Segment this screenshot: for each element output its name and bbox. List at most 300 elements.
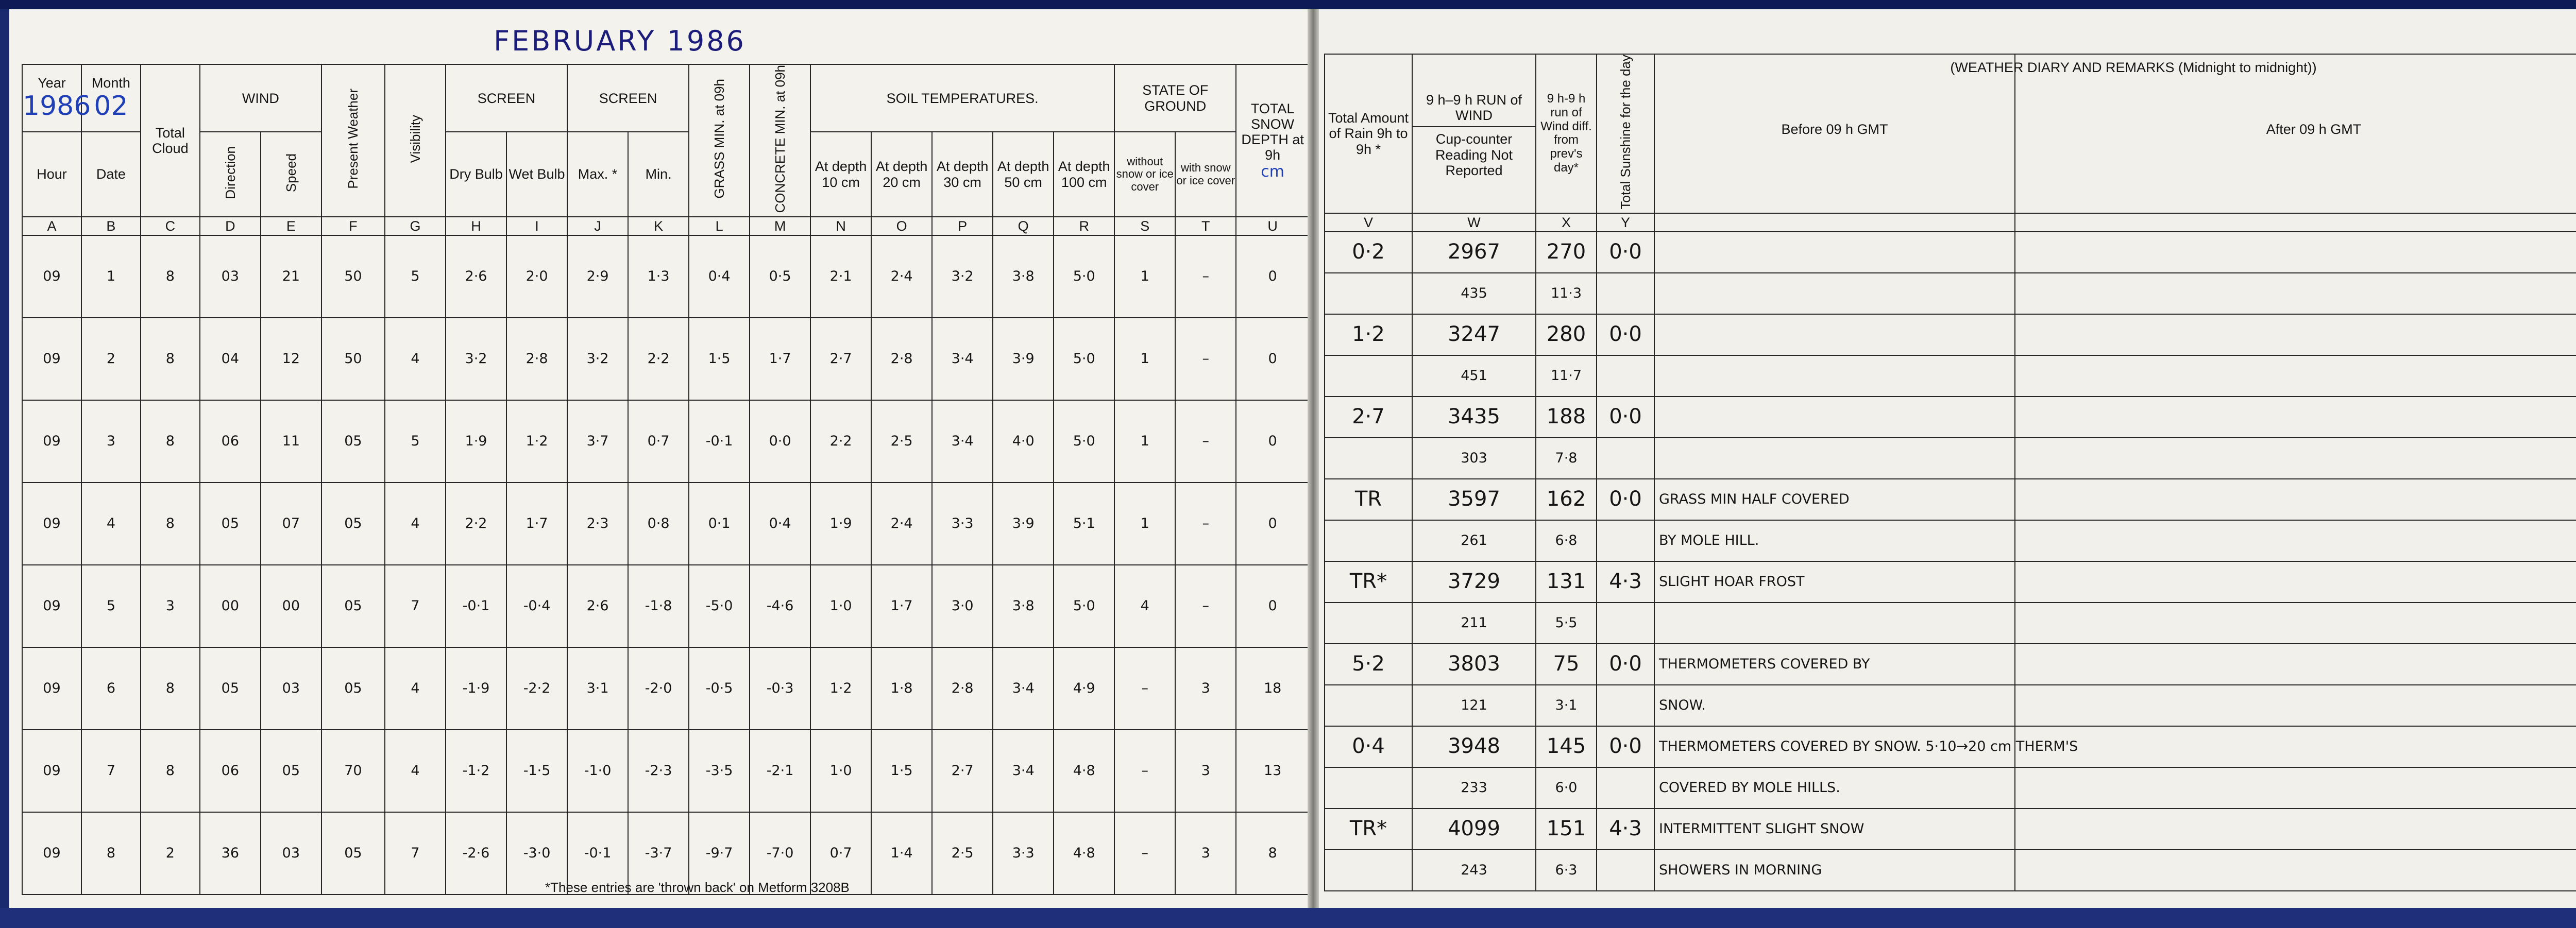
cup-counter-cell: 3435 bbox=[1412, 397, 1536, 438]
wind-run-cell: 270 bbox=[1536, 232, 1597, 273]
wind-run-cell: 188 bbox=[1536, 397, 1597, 438]
column-letter: H bbox=[446, 217, 506, 235]
column-letter: J bbox=[567, 217, 628, 235]
max-temp-cell: 2·3 bbox=[567, 483, 628, 565]
remark-after-cell bbox=[2015, 397, 2576, 438]
rain-sub-cell bbox=[1325, 767, 1412, 809]
remark-before-cell bbox=[1654, 314, 2015, 355]
screen-header-1: SCREEN bbox=[446, 64, 567, 132]
wind-diff-header: 9 h-9 h run of Wind diff. from prev's day* bbox=[1536, 54, 1597, 213]
wet-bulb-cell: -2·2 bbox=[506, 647, 567, 730]
rain-sub-cell bbox=[1325, 273, 1412, 314]
soil-50cm-cell: 3·8 bbox=[993, 565, 1054, 647]
present-weather-header bbox=[321, 64, 385, 217]
date-cell: 2 bbox=[81, 318, 141, 400]
remark-before-cell bbox=[1654, 397, 2015, 438]
min-header: Min. bbox=[628, 132, 689, 216]
date-cell: 6 bbox=[81, 647, 141, 730]
rain-cell: 5·2 bbox=[1325, 644, 1412, 685]
column-letter: D bbox=[200, 217, 261, 235]
soil-30cm-cell: 2·8 bbox=[932, 647, 993, 730]
remark-before-2-cell bbox=[1654, 273, 2015, 314]
sunshine-cell: 0·0 bbox=[1597, 644, 1654, 685]
sunshine-cell: 0·0 bbox=[1597, 314, 1654, 355]
cup-counter-cell: 3247 bbox=[1412, 314, 1536, 355]
soil-30cm-cell: 2·5 bbox=[932, 812, 993, 895]
concrete-min-cell: -0·3 bbox=[750, 647, 810, 730]
ground-without-snow-cell: – bbox=[1114, 647, 1175, 730]
grass-min-cell: 0·1 bbox=[689, 483, 750, 565]
ground-without-snow-cell: 4 bbox=[1114, 565, 1175, 647]
concrete-min-cell: 0·4 bbox=[750, 483, 810, 565]
year-header bbox=[22, 64, 91, 132]
dry-bulb-cell: 1·9 bbox=[446, 400, 506, 483]
year-label: Year bbox=[38, 75, 66, 91]
remark-before-2-cell bbox=[1654, 355, 2015, 397]
remark-after-2-cell bbox=[2015, 355, 2576, 397]
soil-100cm-cell: 5·0 bbox=[1054, 400, 1114, 483]
hour-cell: 09 bbox=[22, 730, 81, 812]
column-letter-row bbox=[22, 217, 1309, 235]
column-letter: T bbox=[1175, 217, 1236, 235]
max-temp-cell: -1·0 bbox=[567, 730, 628, 812]
ground-with-snow-cell: – bbox=[1175, 235, 1236, 318]
rain-cell: 0·2 bbox=[1325, 232, 1412, 273]
present-weather-cell: 05 bbox=[321, 565, 385, 647]
rain-cell: TR* bbox=[1325, 561, 1412, 603]
present-weather-cell: 50 bbox=[321, 235, 385, 318]
soil-30cm-cell: 3·3 bbox=[932, 483, 993, 565]
hour-cell: 09 bbox=[22, 565, 81, 647]
soil-100cm-cell: 5·0 bbox=[1054, 318, 1114, 400]
snow-unit: cm bbox=[1261, 162, 1284, 181]
wind-diff-cell: 243 bbox=[1412, 850, 1536, 891]
grass-min-label: GRASS MIN. at 09h bbox=[711, 79, 727, 199]
sunshine-cell: 4·3 bbox=[1597, 809, 1654, 850]
table-row bbox=[1325, 232, 2576, 273]
wind-direction-cell: 04 bbox=[200, 318, 261, 400]
cup-counter-cell: 3729 bbox=[1412, 561, 1536, 603]
hour-cell: 09 bbox=[22, 235, 81, 318]
remark-after-2-cell bbox=[2015, 603, 2576, 644]
table-row bbox=[22, 730, 1309, 812]
dry-bulb-cell: 3·2 bbox=[446, 318, 506, 400]
wind-direction-cell: 00 bbox=[200, 565, 261, 647]
wind-speed-cell: 21 bbox=[261, 235, 321, 318]
soil-10cm-cell: 2·7 bbox=[810, 318, 871, 400]
table-subrow bbox=[1325, 685, 2576, 726]
column-letter: B bbox=[81, 217, 141, 235]
table-subrow bbox=[1325, 603, 2576, 644]
left-page bbox=[9, 9, 1308, 908]
min-temp-cell: -1·8 bbox=[628, 565, 689, 647]
hour-cell: 09 bbox=[22, 318, 81, 400]
snow-depth-cell: 0 bbox=[1236, 483, 1309, 565]
cup-counter-cell: 3597 bbox=[1412, 479, 1536, 520]
soil-20cm-cell: 2·4 bbox=[871, 235, 932, 318]
soil-30cm-cell: 3·0 bbox=[932, 565, 993, 647]
min-temp-cell: 0·7 bbox=[628, 400, 689, 483]
ground-with-snow-cell: – bbox=[1175, 565, 1236, 647]
soil-50cm-cell: 3·4 bbox=[993, 730, 1054, 812]
soil-100cm-cell: 4·8 bbox=[1054, 812, 1114, 895]
month-label: Month bbox=[91, 75, 130, 91]
depth-30-header: At depth 30 cm bbox=[932, 132, 993, 216]
visibility-cell: 5 bbox=[385, 235, 446, 318]
wind-diff-x-cell: 5·5 bbox=[1536, 603, 1597, 644]
wind-speed-cell: 11 bbox=[261, 400, 321, 483]
remark-before-cell: SLIGHT HOAR FROST bbox=[1654, 561, 2015, 603]
min-temp-cell: -2·3 bbox=[628, 730, 689, 812]
ground-with-snow-cell: – bbox=[1175, 483, 1236, 565]
table-row bbox=[1325, 809, 2576, 850]
remark-before-cell: INTERMITTENT SLIGHT SNOW bbox=[1654, 809, 2015, 850]
hour-cell: 09 bbox=[22, 647, 81, 730]
soil-10cm-cell: 1·9 bbox=[810, 483, 871, 565]
max-temp-cell: 2·9 bbox=[567, 235, 628, 318]
column-letter: R bbox=[1054, 217, 1114, 235]
remark-after-2-cell bbox=[2015, 273, 2576, 314]
soil-50cm-cell: 3·4 bbox=[993, 647, 1054, 730]
remark-before-2-cell: BY MOLE HILL. bbox=[1654, 520, 2015, 561]
sunshine-header bbox=[1597, 54, 1654, 213]
max-temp-cell: 2·6 bbox=[567, 565, 628, 647]
observation-table bbox=[22, 64, 1310, 895]
soil-20cm-cell: 2·8 bbox=[871, 318, 932, 400]
letter-y: Y bbox=[1597, 213, 1654, 232]
total-cloud-header: Total Cloud bbox=[141, 64, 200, 217]
rain-sub-cell bbox=[1325, 355, 1412, 397]
table-row bbox=[1325, 397, 2576, 438]
cup-counter-cell: 2967 bbox=[1412, 232, 1536, 273]
max-temp-cell: 3·2 bbox=[567, 318, 628, 400]
wind-direction-cell: 06 bbox=[200, 400, 261, 483]
wind-and-remarks-table bbox=[1324, 54, 2576, 891]
wind-speed-cell: 00 bbox=[261, 565, 321, 647]
concrete-min-cell: 0·0 bbox=[750, 400, 810, 483]
remark-before-2-cell: SHOWERS IN MORNING bbox=[1654, 850, 2015, 891]
soil-10cm-cell: 0·7 bbox=[810, 812, 871, 895]
letter-w: W bbox=[1412, 213, 1536, 232]
sunshine-sub-cell bbox=[1597, 438, 1654, 479]
concrete-min-cell: 1·7 bbox=[750, 318, 810, 400]
ground-without-snow-cell: 1 bbox=[1114, 400, 1175, 483]
remark-after-2-cell bbox=[2015, 850, 2576, 891]
column-letter: M bbox=[750, 217, 810, 235]
column-letter: Q bbox=[993, 217, 1054, 235]
wind-diff-cell: 121 bbox=[1412, 685, 1536, 726]
wind-direction-cell: 05 bbox=[200, 483, 261, 565]
table-row bbox=[22, 565, 1309, 647]
wet-bulb-cell: 2·0 bbox=[506, 235, 567, 318]
background-top bbox=[0, 0, 2576, 9]
wind-diff-cell: 303 bbox=[1412, 438, 1536, 479]
column-letter: F bbox=[321, 217, 385, 235]
sunshine-cell: 4·3 bbox=[1597, 561, 1654, 603]
min-temp-cell: 2·2 bbox=[628, 318, 689, 400]
wind-speed-cell: 05 bbox=[261, 730, 321, 812]
concrete-min-cell: -7·0 bbox=[750, 812, 810, 895]
remark-after-cell bbox=[2015, 726, 2576, 767]
remark-after-cell bbox=[2015, 479, 2576, 520]
soil-100cm-cell: 5·0 bbox=[1054, 565, 1114, 647]
remark-before-cell: THERMOMETERS COVERED BY bbox=[1654, 644, 2015, 685]
soil-50cm-cell: 3·3 bbox=[993, 812, 1054, 895]
column-letter: G bbox=[385, 217, 446, 235]
remark-before-cell: THERMOMETERS COVERED BY SNOW. 5·10→20 cm THERM'S bbox=[1654, 726, 2015, 767]
visibility-header bbox=[385, 64, 446, 217]
dry-bulb-cell: -2·6 bbox=[446, 812, 506, 895]
table-subrow bbox=[1325, 520, 2576, 561]
wet-bulb-cell: -1·5 bbox=[506, 730, 567, 812]
snow-depth-cell: 18 bbox=[1236, 647, 1309, 730]
column-letter: L bbox=[689, 217, 750, 235]
dry-bulb-cell: -1·9 bbox=[446, 647, 506, 730]
wind-diff-x-cell: 6·8 bbox=[1536, 520, 1597, 561]
before-09-label: Before 09 h GMT bbox=[1781, 122, 1888, 137]
column-letter: P bbox=[932, 217, 993, 235]
page-title: FEBRUARY 1986 bbox=[494, 25, 746, 57]
ground-without-snow-cell: – bbox=[1114, 812, 1175, 895]
rain-cell: 2·7 bbox=[1325, 397, 1412, 438]
visibility-cell: 4 bbox=[385, 318, 446, 400]
sunshine-cell: 0·0 bbox=[1597, 726, 1654, 767]
ground-with-snow-cell: 3 bbox=[1175, 812, 1236, 895]
wind-diff-cell: 451 bbox=[1412, 355, 1536, 397]
total-snow-label: TOTAL SNOW DEPTH at 9h bbox=[1241, 100, 1304, 163]
table-subrow bbox=[1325, 767, 2576, 809]
wind-speed-cell: 03 bbox=[261, 647, 321, 730]
rain-cell: TR* bbox=[1325, 809, 1412, 850]
rain-sub-cell bbox=[1325, 850, 1412, 891]
soil-50cm-cell: 3·9 bbox=[993, 483, 1054, 565]
wet-bulb-cell: 1·7 bbox=[506, 483, 567, 565]
snow-depth-cell: 0 bbox=[1236, 318, 1309, 400]
rain-sub-cell bbox=[1325, 520, 1412, 561]
cup-counter-cell: 3948 bbox=[1412, 726, 1536, 767]
depth-50-header: At depth 50 cm bbox=[993, 132, 1054, 216]
dry-bulb-cell: -1·2 bbox=[446, 730, 506, 812]
present-weather-label: Present Weather bbox=[345, 89, 361, 190]
column-letter: N bbox=[810, 217, 871, 235]
soil-temperatures-header: SOIL TEMPERATURES. bbox=[810, 64, 1114, 132]
run-of-wind-header bbox=[1412, 54, 1536, 213]
snow-depth-cell: 0 bbox=[1236, 565, 1309, 647]
date-cell: 5 bbox=[81, 565, 141, 647]
wind-direction-cell: 06 bbox=[200, 730, 261, 812]
soil-50cm-cell: 4·0 bbox=[993, 400, 1054, 483]
max-temp-cell: 3·7 bbox=[567, 400, 628, 483]
total-cloud-cell: 8 bbox=[141, 483, 200, 565]
table-row bbox=[22, 235, 1309, 318]
wind-diff-x-cell: 11·7 bbox=[1536, 355, 1597, 397]
table-subrow bbox=[1325, 850, 2576, 891]
snow-depth-cell: 0 bbox=[1236, 235, 1309, 318]
snow-depth-cell: 0 bbox=[1236, 400, 1309, 483]
grass-min-cell: 0·4 bbox=[689, 235, 750, 318]
letter-v: V bbox=[1325, 213, 1412, 232]
soil-10cm-cell: 2·2 bbox=[810, 400, 871, 483]
table-row bbox=[22, 483, 1309, 565]
grass-min-cell: -0·5 bbox=[689, 647, 750, 730]
rain-header: Total Amount of Rain 9h to 9h * bbox=[1325, 54, 1412, 213]
total-cloud-cell: 8 bbox=[141, 318, 200, 400]
sunshine-sub-cell bbox=[1597, 603, 1654, 644]
remark-after-cell bbox=[2015, 809, 2576, 850]
concrete-min-label: CONCRETE MIN. at 09h bbox=[772, 65, 788, 213]
visibility-cell: 5 bbox=[385, 400, 446, 483]
wind-direction-cell: 05 bbox=[200, 647, 261, 730]
total-cloud-cell: 3 bbox=[141, 565, 200, 647]
after-09-header bbox=[1950, 54, 2576, 213]
total-cloud-cell: 8 bbox=[141, 235, 200, 318]
letter-blank-1 bbox=[1654, 213, 2015, 232]
remark-before-2-cell bbox=[1654, 438, 2015, 479]
dry-bulb-header: Dry Bulb bbox=[446, 132, 506, 216]
cup-counter-cell: 3803 bbox=[1412, 644, 1536, 685]
diary-title: (WEATHER DIARY AND REMARKS (Midnight to midnight)) bbox=[1950, 60, 2317, 75]
wet-bulb-header: Wet Bulb bbox=[506, 132, 567, 216]
rain-sub-cell bbox=[1325, 685, 1412, 726]
wind-run-cell: 131 bbox=[1536, 561, 1597, 603]
wet-bulb-cell: -0·4 bbox=[506, 565, 567, 647]
grass-min-cell: -0·1 bbox=[689, 400, 750, 483]
visibility-cell: 7 bbox=[385, 565, 446, 647]
date-cell: 3 bbox=[81, 400, 141, 483]
wind-direction-cell: 36 bbox=[200, 812, 261, 895]
letter-blank-2 bbox=[2015, 213, 2576, 232]
soil-50cm-cell: 3·9 bbox=[993, 318, 1054, 400]
grass-min-cell: -5·0 bbox=[689, 565, 750, 647]
wet-bulb-cell: 1·2 bbox=[506, 400, 567, 483]
soil-100cm-cell: 4·9 bbox=[1054, 647, 1114, 730]
direction-label: Direction bbox=[222, 146, 238, 199]
visibility-cell: 4 bbox=[385, 483, 446, 565]
min-temp-cell: -3·7 bbox=[628, 812, 689, 895]
soil-10cm-cell: 1·0 bbox=[810, 730, 871, 812]
date-header: Date bbox=[81, 132, 141, 216]
soil-20cm-cell: 1·8 bbox=[871, 647, 932, 730]
wet-bulb-cell: -3·0 bbox=[506, 812, 567, 895]
visibility-label: Visibility bbox=[407, 115, 423, 163]
remark-before-cell: GRASS MIN HALF COVERED bbox=[1654, 479, 2015, 520]
after-09-label: After 09 h GMT bbox=[2266, 122, 2362, 137]
column-letter: O bbox=[871, 217, 932, 235]
visibility-cell: 4 bbox=[385, 730, 446, 812]
rain-cell: 0·4 bbox=[1325, 726, 1412, 767]
wind-diff-cell: 233 bbox=[1412, 767, 1536, 809]
grass-min-header bbox=[689, 64, 750, 217]
date-cell: 1 bbox=[81, 235, 141, 318]
min-temp-cell: -2·0 bbox=[628, 647, 689, 730]
wind-diff-cell: 435 bbox=[1412, 273, 1536, 314]
table-subrow bbox=[1325, 438, 2576, 479]
min-temp-cell: 1·3 bbox=[628, 235, 689, 318]
remark-after-2-cell bbox=[2015, 767, 2576, 809]
present-weather-cell: 05 bbox=[321, 483, 385, 565]
table-row bbox=[1325, 561, 2576, 603]
soil-20cm-cell: 1·7 bbox=[871, 565, 932, 647]
soil-100cm-cell: 5·1 bbox=[1054, 483, 1114, 565]
ground-with-snow-cell: – bbox=[1175, 400, 1236, 483]
ground-with-snow-cell: – bbox=[1175, 318, 1236, 400]
column-letter: A bbox=[22, 217, 81, 235]
present-weather-cell: 50 bbox=[321, 318, 385, 400]
soil-10cm-cell: 1·0 bbox=[810, 565, 871, 647]
wind-diff-x-cell: 3·1 bbox=[1536, 685, 1597, 726]
hour-header: Hour bbox=[22, 132, 81, 216]
total-cloud-cell: 8 bbox=[141, 730, 200, 812]
visibility-cell: 7 bbox=[385, 812, 446, 895]
column-letter: E bbox=[261, 217, 321, 235]
ground-without-snow-cell: – bbox=[1114, 730, 1175, 812]
column-letter: C bbox=[141, 217, 200, 235]
wind-diff-cell: 211 bbox=[1412, 603, 1536, 644]
wind-run-cell: 280 bbox=[1536, 314, 1597, 355]
column-letter: U bbox=[1236, 217, 1309, 235]
column-letter: K bbox=[628, 217, 689, 235]
month-value: 02 bbox=[94, 90, 128, 122]
soil-50cm-cell: 3·8 bbox=[993, 235, 1054, 318]
grass-min-cell: -3·5 bbox=[689, 730, 750, 812]
wind-diff-x-cell: 6·3 bbox=[1536, 850, 1597, 891]
grass-min-cell: 1·5 bbox=[689, 318, 750, 400]
soil-10cm-cell: 1·2 bbox=[810, 647, 871, 730]
right-column-letter-row bbox=[1325, 213, 2576, 232]
soil-30cm-cell: 2·7 bbox=[932, 730, 993, 812]
soil-20cm-cell: 2·5 bbox=[871, 400, 932, 483]
sunshine-sub-cell bbox=[1597, 685, 1654, 726]
max-header: Max. * bbox=[567, 132, 628, 216]
cup-counter-cell: 4099 bbox=[1412, 809, 1536, 850]
wind-speed-cell: 12 bbox=[261, 318, 321, 400]
dry-bulb-cell: -0·1 bbox=[446, 565, 506, 647]
table-subrow bbox=[1325, 355, 2576, 397]
column-letter: S bbox=[1114, 217, 1175, 235]
remark-before-2-cell: COVERED BY MOLE HILLS. bbox=[1654, 767, 2015, 809]
soil-20cm-cell: 1·4 bbox=[871, 812, 932, 895]
present-weather-cell: 70 bbox=[321, 730, 385, 812]
remark-after-cell bbox=[2015, 644, 2576, 685]
visibility-cell: 4 bbox=[385, 647, 446, 730]
present-weather-cell: 05 bbox=[321, 812, 385, 895]
sunshine-sub-cell bbox=[1597, 767, 1654, 809]
grass-min-cell: -9·7 bbox=[689, 812, 750, 895]
remark-before-2-cell: SNOW. bbox=[1654, 685, 2015, 726]
hour-cell: 09 bbox=[22, 483, 81, 565]
year-value: 1986 bbox=[23, 90, 91, 122]
date-cell: 7 bbox=[81, 730, 141, 812]
speed-label: Speed bbox=[283, 153, 299, 193]
wind-run-cell: 145 bbox=[1536, 726, 1597, 767]
present-weather-cell: 05 bbox=[321, 647, 385, 730]
remark-after-2-cell bbox=[2015, 520, 2576, 561]
wet-bulb-cell: 2·8 bbox=[506, 318, 567, 400]
sunshine-sub-cell bbox=[1597, 520, 1654, 561]
table-row bbox=[1325, 314, 2576, 355]
wind-speed-cell: 03 bbox=[261, 812, 321, 895]
present-weather-cell: 05 bbox=[321, 400, 385, 483]
sunshine-sub-cell bbox=[1597, 850, 1654, 891]
table-row bbox=[1325, 479, 2576, 520]
rain-cell: TR bbox=[1325, 479, 1412, 520]
ground-without-snow-cell: 1 bbox=[1114, 483, 1175, 565]
soil-30cm-cell: 3·2 bbox=[932, 235, 993, 318]
run-of-wind-label: 9 h–9 h RUN of WIND bbox=[1413, 89, 1535, 127]
ground-with-snow-cell: 3 bbox=[1175, 730, 1236, 812]
rain-sub-cell bbox=[1325, 438, 1412, 479]
remark-before-2-cell bbox=[1654, 603, 2015, 644]
